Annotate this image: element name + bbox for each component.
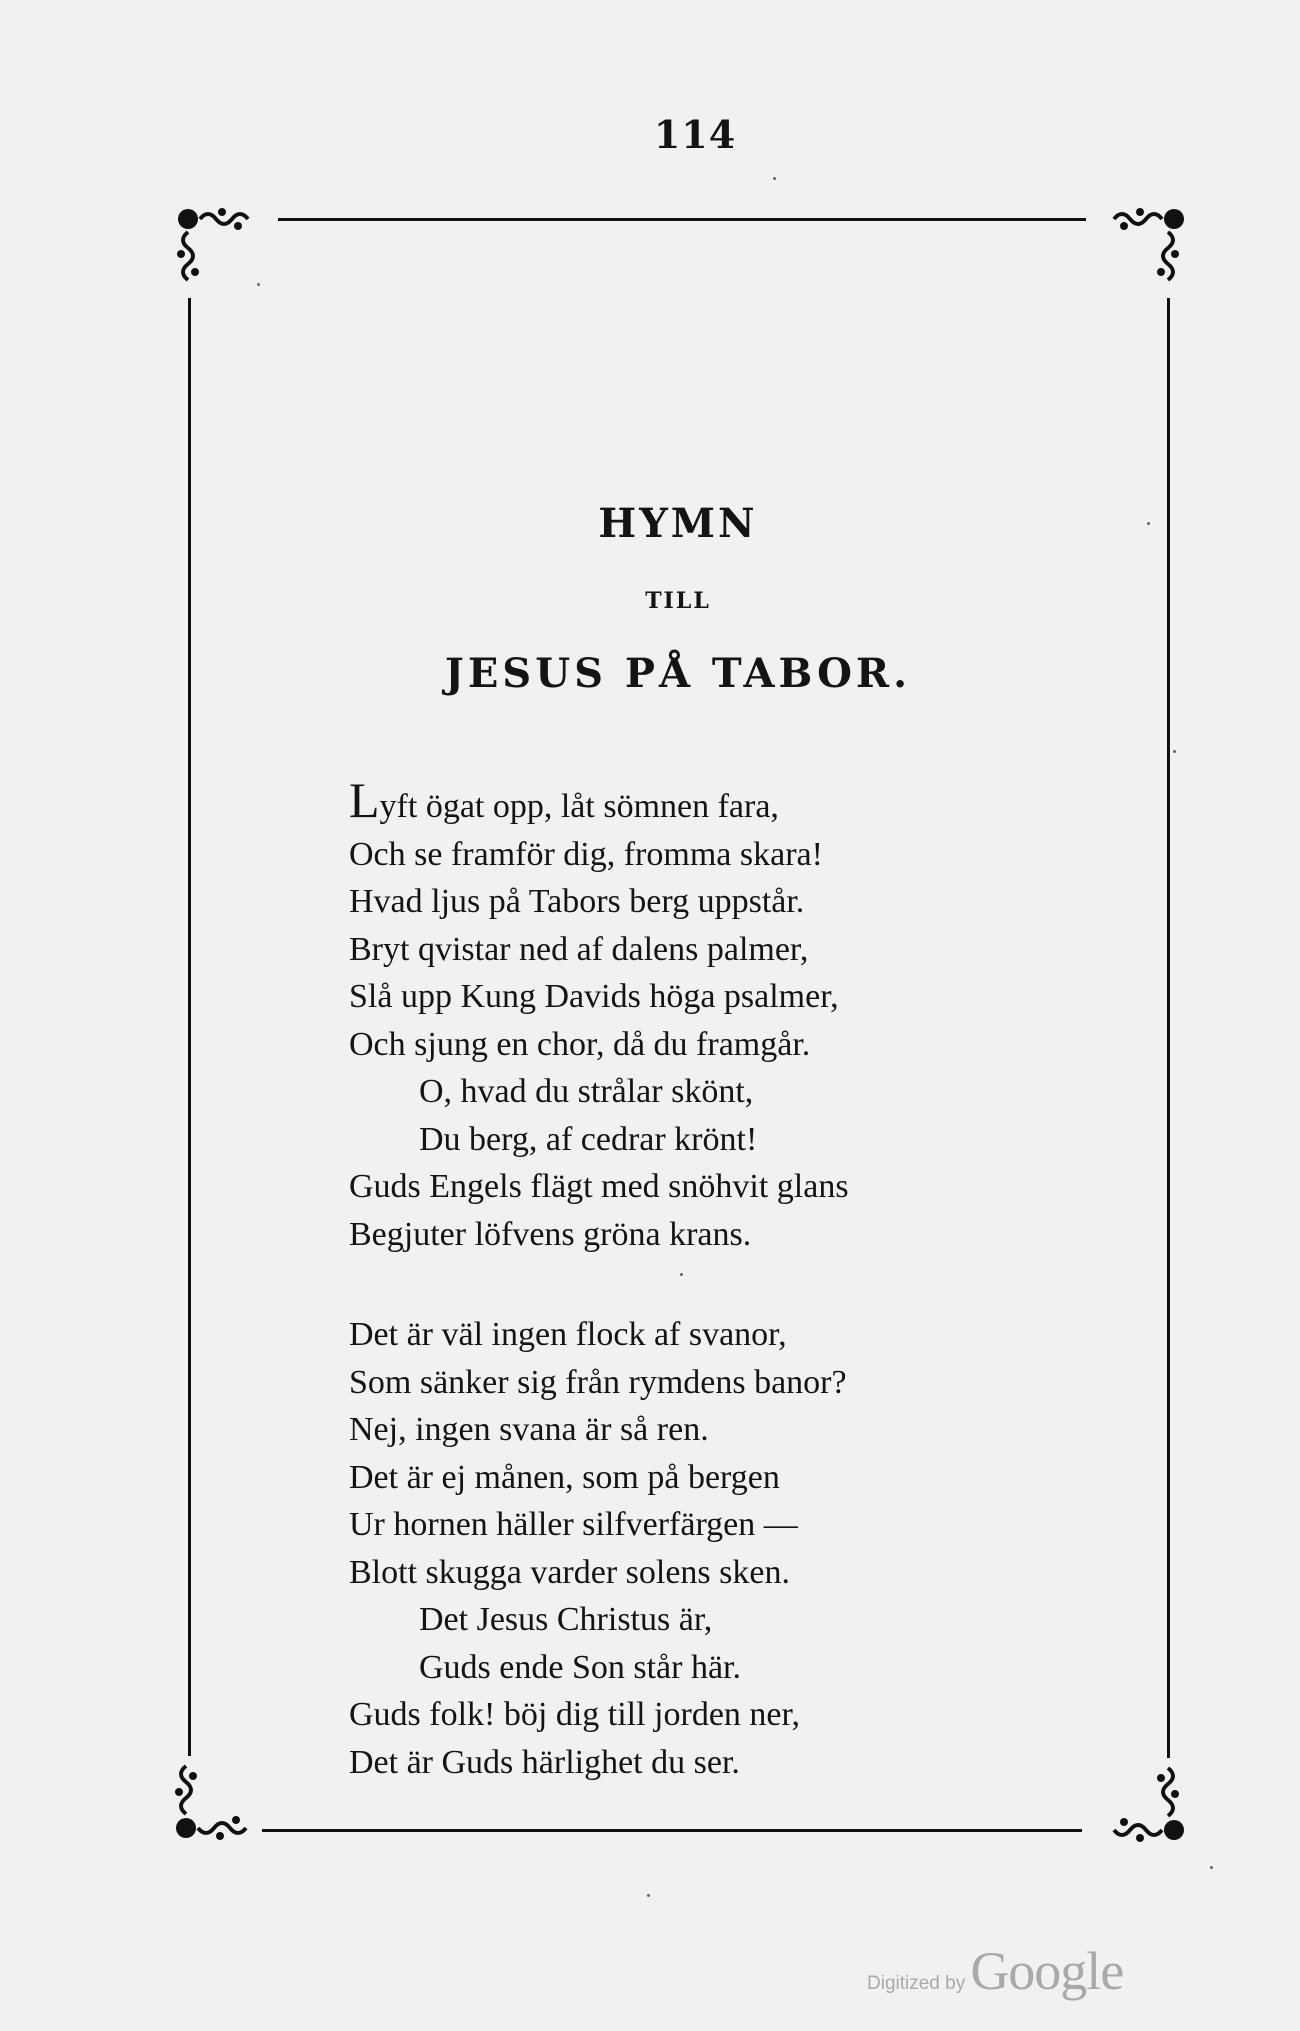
scan-speck <box>647 1894 650 1897</box>
frame-top-rule <box>278 218 1086 221</box>
drop-cap: L <box>349 772 380 828</box>
corner-ornament-top-right <box>1082 198 1192 308</box>
scan-speck <box>1210 1866 1213 1869</box>
verse-line: Blott skugga varder solens sken. <box>349 1553 790 1591</box>
verse-line: Och se framför dig, fromma skara! <box>349 835 823 873</box>
verse-line: Hvad ljus på Tabors berg uppstår. <box>349 883 805 920</box>
verse-line: Det är Guds härlighet du ser. <box>349 1743 740 1781</box>
verse-line: Nej, ingen svana är så ren. <box>349 1411 709 1448</box>
corner-ornament-bottom-right <box>1082 1748 1192 1858</box>
corner-ornament-bottom-left <box>168 1748 278 1858</box>
corner-ornament-top-left <box>170 198 280 308</box>
verse-line: Bryt qvistar ned af dalens palmer, <box>349 930 809 968</box>
verse-line: Slå upp Kung Davids höga psalmer, <box>349 978 839 1015</box>
frame-bottom-rule <box>262 1829 1082 1832</box>
verse-line: Det är väl ingen flock af svanor, <box>349 1316 787 1353</box>
scan-speck <box>773 177 776 180</box>
hymn-title-subject: JESUS PÅ TABOR. <box>444 650 912 697</box>
stanza-2 <box>349 1311 847 1786</box>
scan-speck <box>1173 750 1176 753</box>
verse-line-indented: Det Jesus Christus är, <box>419 1601 713 1638</box>
verse-line: Det är ej månen, som på bergen <box>349 1458 780 1496</box>
verse-line-indented: Du berg, af cedrar krönt! <box>419 1120 758 1158</box>
page-number: 114 <box>653 112 737 157</box>
scan-speck <box>1147 522 1150 525</box>
scan-speck <box>257 283 260 286</box>
verse-line: Som sänker sig från rymdens banor? <box>349 1363 847 1401</box>
verse-line: Begjuter löfvens gröna krans. <box>349 1215 752 1253</box>
watermark-prefix: Digitized by <box>867 1973 966 1994</box>
verse-line-indented: O, hvad du strålar skönt, <box>419 1073 754 1110</box>
verse-line: Guds folk! böj dig till jorden ner, <box>349 1696 800 1733</box>
verse-line-indented: Guds ende Son står här. <box>419 1648 742 1686</box>
hymn-title: HYMN <box>598 500 758 547</box>
scan-speck <box>680 1273 683 1276</box>
verse-line: Lyft ögat opp, låt sömnen fara, <box>349 772 779 828</box>
hymn-title-connector: TILL <box>645 588 711 614</box>
digitized-by-google-watermark <box>867 1940 1123 2002</box>
stanza-1 <box>349 772 849 1258</box>
google-logo: Google <box>970 1941 1124 2001</box>
verse-line: Ur hornen häller silfverfärgen — <box>349 1506 798 1543</box>
verse-line: Och sjung en chor, då du framgår. <box>349 1025 811 1063</box>
verse-line: Guds Engels flägt med snöhvit glans <box>349 1168 849 1205</box>
